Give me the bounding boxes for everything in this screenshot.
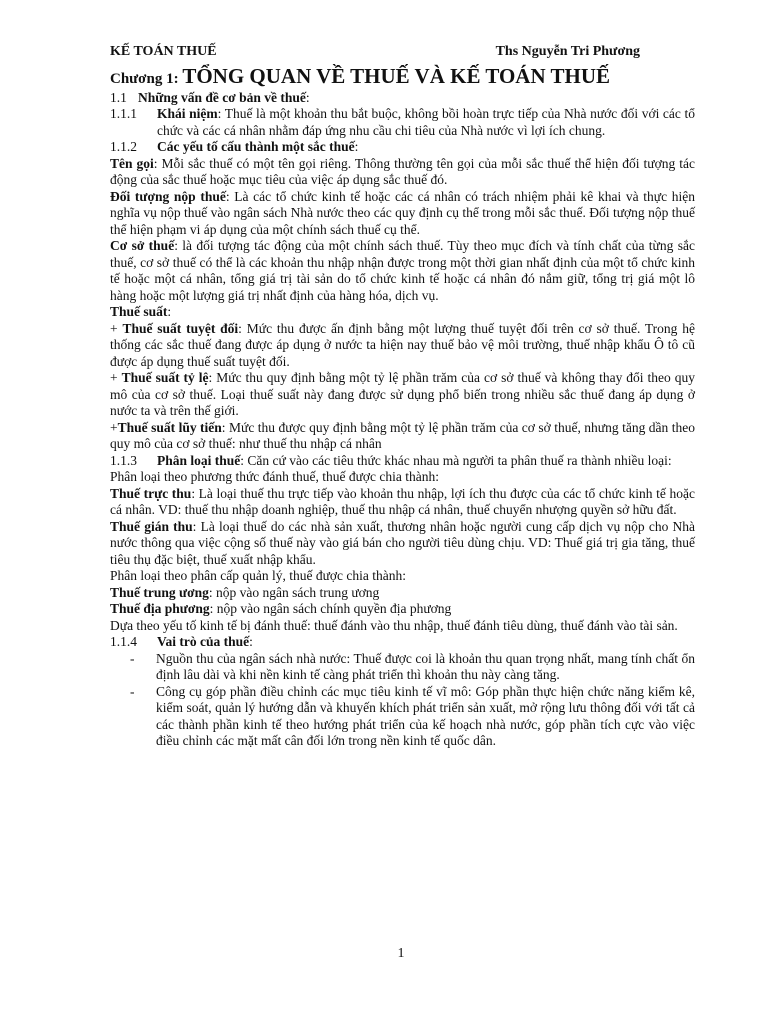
page-header: [110, 44, 640, 60]
paragraph-phan-loai-phan-cap: Phân loại theo phân cấp quản lý, thuế được chia thành:: [110, 568, 406, 583]
section-number: 1.1.4: [110, 634, 137, 649]
term: Cơ sở thuế: [110, 238, 175, 253]
term: Thuế suất tuyệt đối: [122, 320, 239, 336]
section-number: 1.1.2: [110, 139, 137, 154]
paragraph-ten-goi: Tên gọi: Mỗi sắc thuế có một tên gọi riêng. Thông thường tên gọi của mỗi sắc thuế thể hiện đối tượng tác động của sắc thuế hoặc mục tiêu của việc áp dụng sắc thuế đó.: [110, 155, 695, 187]
paragraph-thue-dia-phuong: Thuế địa phương: nộp vào ngân sách chính quyền địa phương: [110, 601, 452, 616]
term: Thuế trực thu: [110, 485, 192, 501]
paragraph-thue-suat: Thuế suất:: [110, 304, 172, 319]
list-item-text: Công cụ góp phần điều chỉnh các mục tiêu kinh tế vĩ mô: Góp phần thực hiện chức năng kiểm kê, kiểm soát, quản lý hướng dẫn và khuyến khích phát triển sản xuất, mở rộng lưu thông đối với tất cả các thành phần kinh tế theo hướng phát triển của kế hoạch nhà nước, góp phần tích cực vào việc điều chỉnh các mặt mất cân đối lớn trong nền kinh tế quốc dân.: [156, 683, 695, 748]
list-item-text: Nguồn thu của ngân sách nhà nước: Thuế được coi là khoản thu quan trọng nhất, mang tính chất ổn định lâu dài và khi nền kinh tế càng phát triển thì khoản thu này càng tăng.: [156, 650, 695, 682]
section-1-1-4-heading: 1.1.4 Vai trò của thuế:: [110, 634, 253, 649]
section-title: Các yếu tố cấu thành một sắc thuế: [157, 139, 355, 154]
list-item: [130, 684, 695, 750]
paragraph-thue-gian-thu: Thuế gián thu: Là loại thuế do các nhà sản xuất, thương nhân hoặc người cung cấp dịch vụ nộp cho Nhà nước thông qua việc cộng số thuế này vào giá bán cho người tiêu dùng chịu. VD: Thuế giá trị gia tăng, thuế tiêu thụ đặc biệt, thuế xuất nhập khẩu.: [110, 518, 695, 567]
paragraph-co-so-thue: Cơ sở thuế: là đối tượng tác động của một chính sách thuế. Tùy theo mục đích và tính chất của từng sắc thuế, cơ sở thuế có thể là các khoản thu nhập nhận được trong một thời gian nhất định của một tổ chức kinh tế hoặc một cá nhân, tổng giá trị tài sản do tổ chức kinh tế hoặc cá nhân đó nắm giữ, tổng trị giá một lô hàng hoặc một lượng giá trị nhất định của hàng hóa, dịch vụ.: [110, 238, 695, 303]
section-1-1-2-heading: 1.1.2 Các yếu tố cấu thành một sắc thuế:: [110, 139, 359, 154]
paragraph-doi-tuong: Đối tượng nộp thuế: Là các tổ chức kinh tế hoặc các cá nhân có trách nhiệm phải kê khai và thực hiện nghĩa vụ nộp thuế vào ngân sách Nhà nước theo các quy định cụ thể trong mỗi sắc thuế. Đối tượng nộp thuế thể hiện phạm vi áp dụng của một chính sách thuế cụ thể.: [110, 188, 695, 237]
term: Thuế gián thu: [110, 518, 193, 534]
page-number: 1: [397, 946, 405, 961]
term: Tên gọi: [110, 155, 154, 171]
section-title: Vai trò của thuế: [157, 634, 250, 649]
section-1-1-heading: 1.1 Những vấn đề cơ bản về thuế:: [110, 89, 310, 105]
term: Thuế trung ương: [110, 584, 209, 600]
section-title: Những vấn đề cơ bản về thuế: [138, 89, 306, 105]
chapter-label: Chương 1: [110, 71, 174, 87]
bullet-dash: -: [130, 683, 135, 699]
term: Phân loại thuế: [157, 452, 241, 468]
paragraph-phan-loai-yeu-to: Dựa theo yếu tố kinh tế bị đánh thuế: thuế đánh vào thu nhập, thuế đánh tiêu dùng, thuế đánh vào tài sản.: [110, 617, 678, 633]
chapter-title: TỔNG QUAN VỀ THUẾ VÀ KẾ TOÁN THUẾ: [182, 64, 611, 88]
section-1-1-3: 1.1.3 Phân loại thuế: Căn cứ vào các tiêu thức khác nhau mà người ta phân thuế ra thành nhiều loại:: [110, 452, 672, 468]
header-author: Ths Nguyễn Tri Phương: [495, 44, 640, 59]
paragraph-thue-truc-thu: Thuế trực thu: Là loại thuế thu trực tiếp vào khoản thu nhập, lợi ích thu được của các tổ chức kinh tế hoặc cá nhân. VD: thuế thu nhập doanh nghiệp, thuế thu nhập cá nhân, thuế chuyển nhượng quyền sở hữu đất.: [110, 485, 695, 517]
section-number: 1.1.1: [110, 106, 137, 121]
paragraph-phan-loai-phuong-thuc: Phân loại theo phương thức đánh thuế, thuế được chia thành:: [110, 469, 440, 484]
term: Khái niệm: [157, 106, 218, 121]
term: Thuế địa phương: [110, 601, 210, 616]
paragraph-thue-suat-tuyet-doi: + Thuế suất tuyệt đối: Mức thu được ấn định bằng một lượng thuế tuyệt đối trên cơ sở thuế. Trong hệ thống các sắc thuế đang được áp dụng ở nước ta hiện nay thuế bảo vệ môi trường, thuế nhập khẩu Ô tô cũ được áp dụng thuế suất tuyệt đối.: [110, 320, 695, 369]
definition-text: : Thuế là một khoản thu bắt buộc, không bồi hoàn trực tiếp của Nhà nước đối với các tổ chức và các cá nhân nhằm đáp ứng nhu cầu chi tiêu của Nhà nước vì lợi ích chung.: [157, 106, 695, 138]
term: Thuế suất lũy tiến: [117, 419, 222, 435]
chapter-heading: Chương 1: TỔNG QUAN VỀ THUẾ VÀ KẾ TOÁN THUẾ: [110, 64, 611, 88]
list-item: [130, 651, 695, 684]
section-number: 1.1: [110, 89, 127, 105]
bullet-dash: -: [130, 650, 135, 666]
term: Đối tượng nộp thuế: [110, 188, 226, 204]
term: Thuế suất tỷ lệ: [121, 370, 209, 385]
section-1-1-1: [110, 106, 695, 139]
section-number: 1.1.3: [110, 452, 137, 468]
header-title: KẾ TOÁN THUẾ: [110, 44, 217, 59]
paragraph-thue-suat-luy-tien: +Thuế suất lũy tiến: Mức thu được quy định bằng một tỷ lệ phần trăm của cơ sở thuế, nhưng tăng dần theo quy mô của cơ sở thuế: như thuế thu nhập cá nhân: [110, 419, 695, 451]
paragraph-thue-suat-ty-le: + Thuế suất tỷ lệ: Mức thu quy định bằng một tỷ lệ phần trăm của cơ sở thuế và không thay đổi theo quy mô của cơ sở thuế. Loại thuế suất này đang được sử dụng phổ biến trong nhiều sắc thuế đang áp dụng ở nước ta và trên thế giới.: [110, 370, 695, 418]
paragraph-thue-trung-uong: Thuế trung ương: nộp vào ngân sách trung ương: [110, 584, 380, 600]
document-body: [110, 64, 695, 750]
term: Thuế suất: [110, 304, 168, 319]
